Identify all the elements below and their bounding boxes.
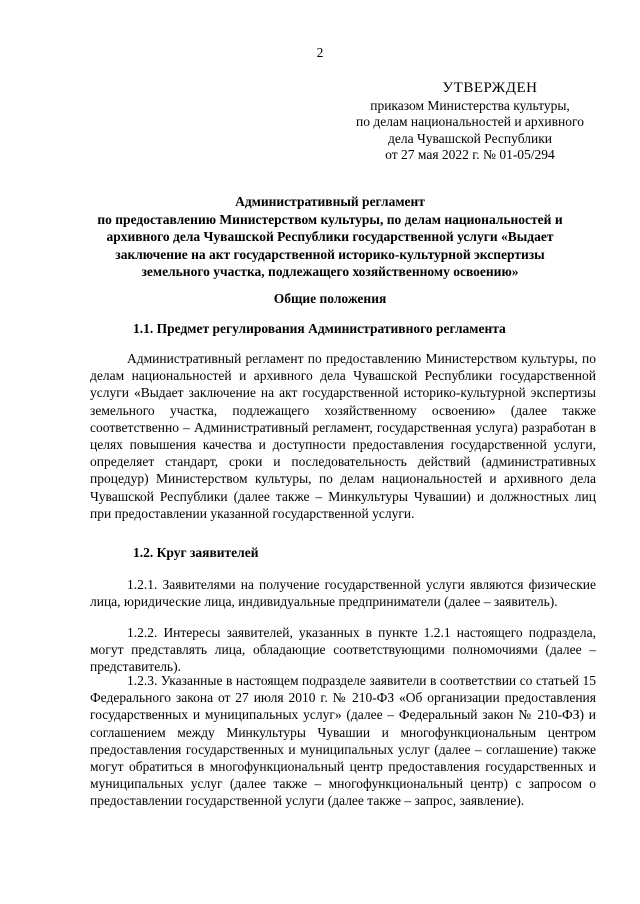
general-provisions-heading: Общие положения: [273, 291, 387, 306]
approval-line: приказом Министерства культуры,: [370, 97, 570, 113]
section-1-2-heading: 1.2. Круг заявителей: [133, 545, 259, 560]
document-title-line: архивного дела Чувашской Республики государственной услуги «Выдает: [106, 229, 554, 244]
approval-line: по делам национальностей и архивного: [356, 114, 584, 129]
document-title-line: по предоставлению Министерством культуры, по делам национальностей и: [97, 211, 563, 227]
section-1-1-paragraph: Административный регламент по предоставлению Министерством культуры, по делам национальностей и архивного дела Чувашской Республики государственной услуги «Выдает заключение на акт государственной историко-культурной экспертизы земельного участка, подлежащего хозяйственному освоению» (далее также соответственно – Административный регламент, государственная услуга) разработан в целях повышения качества и доступности предоставления государственной услуги, определяет стандарт, сроки и последовательность действий (административных процедур) Министерством культуры, по делам национальностей и архивного дела Чувашской Республики (далее также – Минкультуры Чувашии) и должностных лиц при предоставлении указанной государственной услуги.: [90, 351, 596, 521]
section-1-2-paragraph: 1.2.1. Заявителями на получение государственной услуги являются физические лица, юридические лица, индивидуальные предприниматели (далее – заявитель).: [90, 577, 596, 610]
approval-title: УТВЕРЖДЕН: [442, 80, 538, 96]
document-title-line: Административный регламент: [235, 194, 425, 209]
approval-line: от 27 мая 2022 г. № 01-05/294: [385, 147, 555, 162]
approval-line: дела Чувашской Республики: [387, 130, 552, 146]
section-1-1-heading: 1.1. Предмет регулирования Административного регламента: [133, 321, 506, 336]
page-number: 2: [316, 45, 324, 60]
approval-stamp-block: [340, 80, 600, 164]
document-title-line: земельного участка, подлежащего хозяйственному освоению»: [141, 264, 519, 279]
document-title-line: заключение на акт государственной историко-культурной экспертизы: [115, 246, 545, 262]
document-title: [60, 193, 600, 281]
section-1-2-paragraph: 1.2.3. Указанные в настоящем подразделе заявители в соответствии со статьей 15 Федерального закона от 27 июля 2010 г. № 210-ФЗ «Об организации предоставления государственных и муниципальных услуг» (далее – Федеральный закон № 210-ФЗ) и соглашением между Минкультуры Чувашии и многофункциональным центром предоставления государственных и муниципальных услуг (далее – соглашение) также могут обратиться в многофункциональный центр предоставления государственных и муниципальных услуг (далее также – многофункциональный центр) с запросом о предоставлении государственной услуги (далее также – запрос, заявление).: [90, 673, 596, 809]
section-1-2-paragraph: 1.2.2. Интересы заявителей, указанных в пункте 1.2.1 настоящего подраздела, могут представлять лица, обладающие соответствующими полномочиями (далее – представитель).: [90, 625, 596, 675]
